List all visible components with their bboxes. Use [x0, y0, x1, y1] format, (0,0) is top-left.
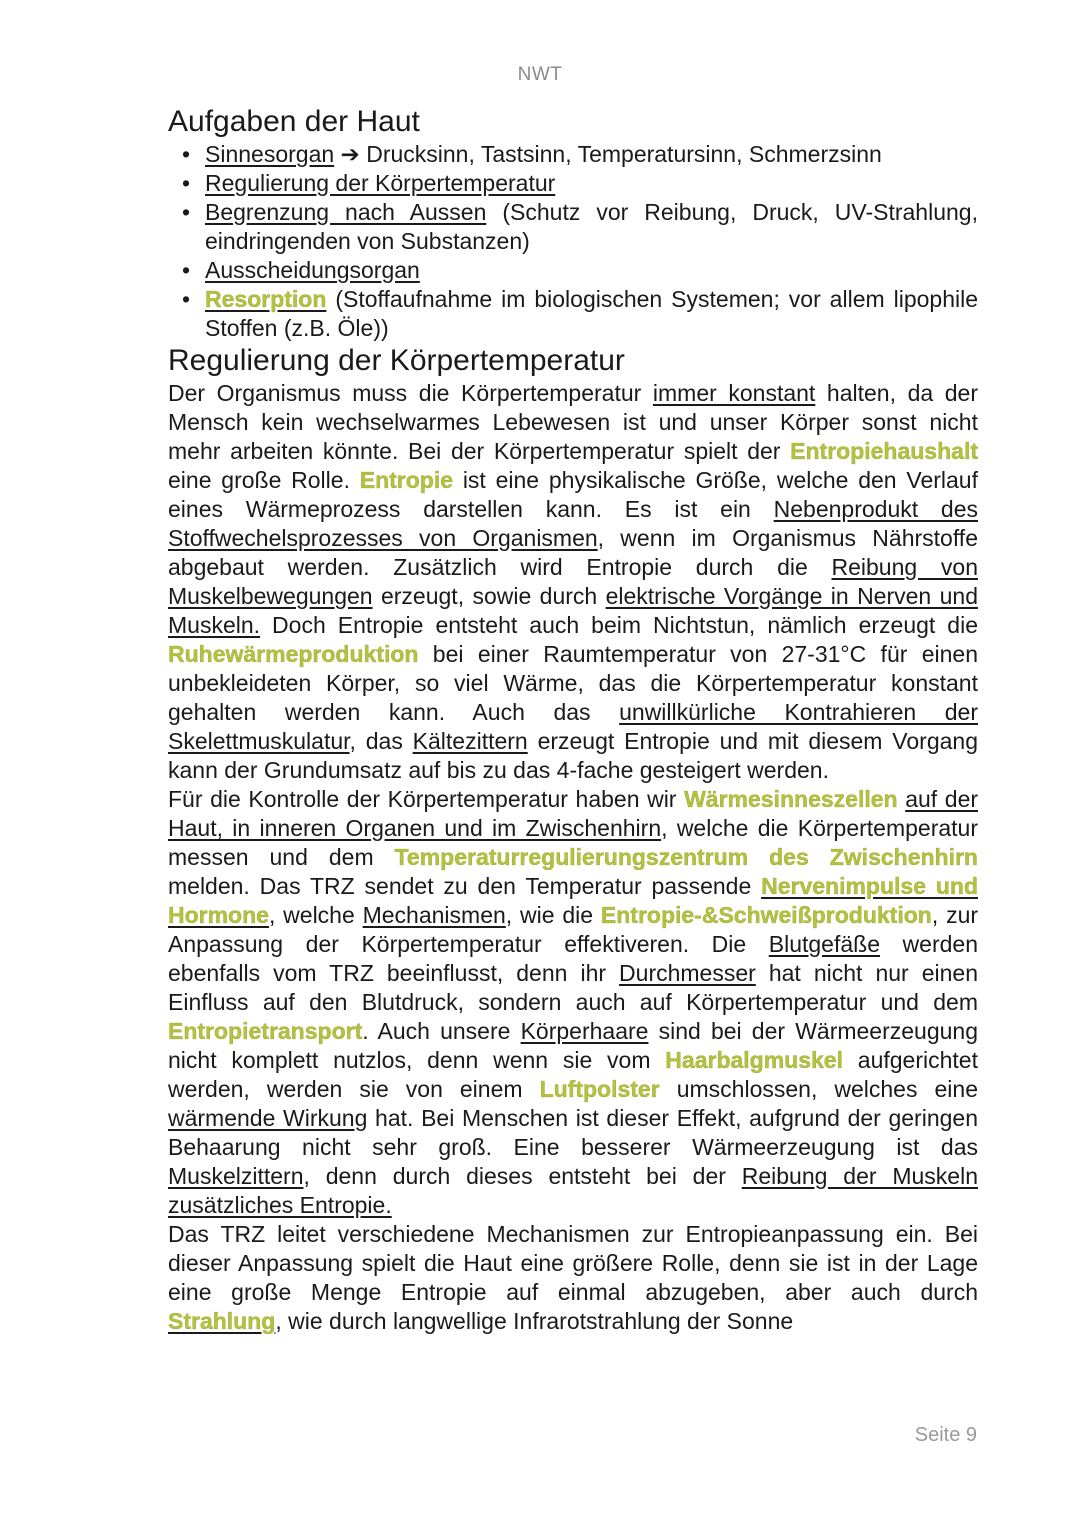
text-run: Doch Entropie entsteht auch beim Nichtstun, nämlich erzeugt die	[260, 612, 978, 638]
arrow-icon: ➔	[340, 141, 360, 167]
highlighted-term: Entropie-&Schweißproduktion	[600, 902, 932, 928]
text-run: umschlossen, welches eine	[659, 1076, 978, 1102]
highlighted-term: Entropiehaushalt	[790, 438, 978, 464]
highlighted-term: Wärmesinneszellen	[684, 786, 898, 812]
text-run: erzeugt Entropie und mit diesem Vorgang kann der Grundumsatz auf bis zu das 4-fache gesteigert werden.	[168, 728, 978, 783]
list-item-term: Ausscheidungsorgan	[205, 257, 420, 283]
text-run: hat nicht nur einen Einfluss auf den Blutdruck, sondern auch auf Körpertemperatur und dem	[168, 960, 978, 1015]
text-run: bei einer Raumtemperatur von 27-31°C für einen unbekleideten Körper, so viel Wärme, das die Körpertemperatur konstant gehalten werden kann. Auch das	[168, 641, 978, 725]
list-item-text: Drucksinn, Tastsinn, Temperatursinn, Schmerzsinn	[359, 141, 882, 167]
highlighted-underlined-term: Nervenimpulse und Hormone	[168, 873, 978, 928]
list-item-term-highlighted: Resorption	[205, 286, 327, 312]
section-title-regulierung: Regulierung der Körpertemperatur	[168, 344, 625, 377]
bullet-icon: •	[182, 141, 191, 167]
text-run: , das	[349, 728, 413, 754]
page-header-subject: NWT	[517, 64, 563, 85]
text-run: werden ebenfalls vom TRZ beeinflusst, denn ihr	[168, 931, 978, 986]
paragraph-entropie	[168, 379, 978, 785]
list-item	[168, 198, 978, 256]
text-run: Der Organismus muss die Körpertemperatur	[168, 380, 653, 406]
list-item-term: Sinnesorgan	[205, 141, 335, 167]
underlined-term: unwillkürliche Kontrahieren der Skelettmuskulatur	[168, 699, 978, 754]
highlighted-underlined-term: Strahlung	[168, 1308, 276, 1334]
highlighted-term: Luftpolster	[539, 1076, 660, 1102]
text-run: , denn durch dieses entsteht bei der	[303, 1163, 742, 1189]
page-content	[168, 104, 978, 1336]
text-run: Das TRZ leitet verschiedene Mechanismen zur Entropieanpassung ein. Bei dieser Anpassung spielt die Haut eine größere Rolle, denn sie ist in der Lage eine große Menge Entropie auf einmal abzugeben, aber auch durch	[168, 1221, 978, 1305]
underlined-term: Reibung von Muskelbewegungen	[168, 554, 978, 609]
list-item	[168, 169, 978, 198]
underlined-term: wärmende Wirkung	[168, 1105, 368, 1131]
highlighted-term: Entropie	[359, 467, 454, 493]
underlined-term: Kältezittern	[412, 728, 528, 754]
text-run: , welche	[268, 902, 363, 928]
text-run: aufgerichtet werden, werden sie von einem	[168, 1047, 978, 1102]
underlined-term: Durchmesser	[619, 960, 756, 986]
bullet-icon: •	[182, 170, 191, 196]
page-number: Seite 9	[914, 1424, 977, 1446]
section-title-aufgaben: Aufgaben der Haut	[168, 105, 420, 138]
paragraph-trz	[168, 1220, 978, 1336]
text-run: erzeugt, sowie durch	[372, 583, 606, 609]
paragraph-kontrolle	[168, 785, 978, 1220]
underlined-term: Blutgefäße	[768, 931, 880, 957]
text-run: Für die Kontrolle der Körpertemperatur haben wir	[168, 786, 685, 812]
highlighted-term: Ruhewärmeproduktion	[168, 641, 419, 667]
list-item-term: Regulierung der Körpertemperatur	[205, 170, 556, 196]
text-run: , wenn im Organismus Nährstoffe abgebaut werden. Zusätzlich wird Entropie durch die	[168, 525, 978, 580]
highlighted-term: Temperaturregulierungszentrum des Zwischenhirn	[394, 844, 978, 870]
bullet-icon: •	[182, 199, 191, 225]
underlined-term: elektrische Vorgänge in Nerven und Muskeln.	[168, 583, 978, 638]
underlined-term: Nebenprodukt des Stoffwechelsprozesses von Organismen	[168, 496, 978, 551]
text-run: , wie die	[505, 902, 601, 928]
text-run: halten, da der Mensch kein wechselwarmes Lebewesen ist und unser Körper sonst nicht mehr arbeiten könnte. Bei der Körpertemperatur spielt der	[168, 380, 978, 464]
list-item	[168, 285, 978, 343]
text-run: hat. Bei Menschen ist dieser Effekt, aufgrund der geringen Behaarung nicht sehr groß. Eine besserer Wärmeerzeugung ist das	[168, 1105, 978, 1160]
highlighted-term: Haarbalgmuskel	[665, 1047, 843, 1073]
task-list	[168, 140, 978, 343]
list-item-text: (Stoffaufnahme im biologischen Systemen; vor allem lipophile Stoffen (z.B. Öle))	[205, 286, 978, 341]
underlined-term: Körperhaare	[520, 1018, 649, 1044]
bullet-icon: •	[182, 286, 191, 312]
underlined-term: Muskelzittern	[168, 1163, 304, 1189]
text-run: melden. Das TRZ sendet zu den Temperatur passende	[168, 873, 762, 899]
text-run: sind bei der Wärmeerzeugung nicht komplett nutzlos, denn wenn sie vom	[168, 1018, 978, 1073]
text-run: , zur Anpassung der Körpertemperatur effektiveren. Die	[168, 902, 979, 957]
list-item	[168, 256, 978, 285]
underlined-term: auf der Haut, in inneren Organen und im Zwischenhirn	[168, 786, 979, 841]
bullet-icon: •	[182, 257, 191, 283]
list-item-text: (Schutz vor Reibung, Druck, UV-Strahlung, eindringenden von Substanzen)	[205, 199, 978, 254]
underlined-term: Mechanismen	[362, 902, 506, 928]
underlined-term: Reibung der Muskeln zusätzliches Entropie.	[168, 1163, 979, 1218]
list-item-term: Begrenzung nach Aussen	[205, 199, 487, 225]
text-run: , wie durch langwellige Infrarotstrahlung der Sonne	[275, 1308, 794, 1334]
underlined-term: immer konstant	[652, 380, 816, 406]
highlighted-term: Entropietransport	[168, 1018, 363, 1044]
text-run: ist eine physikalische Größe, welche den Verlauf eines Wärmeprozess darstellen kann. Es ist ein	[168, 467, 978, 522]
text-run: . Auch unsere	[362, 1018, 521, 1044]
text-run: , welche die Körpertemperatur messen und dem	[168, 815, 978, 870]
list-item	[168, 140, 978, 169]
text-run: eine große Rolle.	[168, 467, 360, 493]
